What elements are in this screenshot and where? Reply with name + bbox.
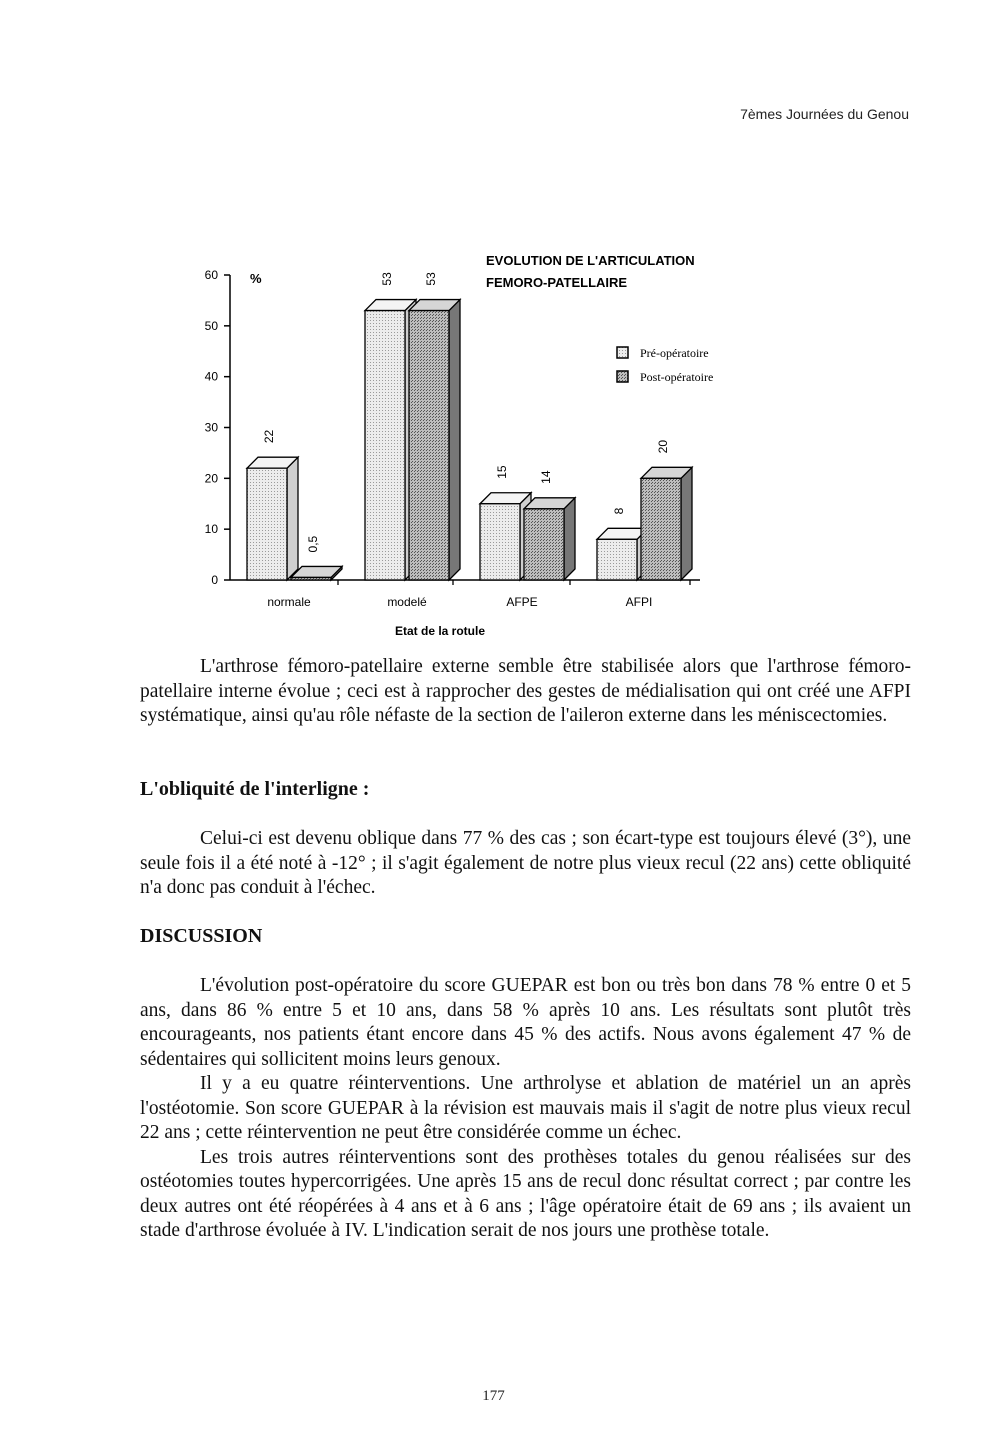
data-label: 53 xyxy=(380,272,394,286)
y-tick-label: 20 xyxy=(204,471,218,486)
legend-swatch xyxy=(617,371,628,382)
y-tick-label: 60 xyxy=(204,268,218,282)
data-label: 14 xyxy=(539,470,553,484)
y-tick-label: 10 xyxy=(204,522,218,537)
bar xyxy=(597,539,637,580)
paragraph-2-text: Celui-ci est devenu oblique dans 77 % des cas ; son écart-type est toujours élevé (3°), une seule fois il a été noté à -12° ; il s'agit également de notre plus vieux recul (22 ans) cette obliquité n'a donc pas conduit à l'échec. xyxy=(140,828,911,898)
data-label: 0,5 xyxy=(306,535,320,553)
running-header: 7èmes Journées du Genou xyxy=(740,106,909,122)
legend-swatch xyxy=(617,347,628,358)
y-tick-label: 50 xyxy=(204,318,218,333)
bar xyxy=(524,509,564,580)
chart-title-line-1: EVOLUTION DE L'ARTICULATION xyxy=(486,253,695,268)
data-label: 8 xyxy=(612,507,626,515)
bar xyxy=(291,577,331,580)
paragraph-arthrose xyxy=(140,655,911,729)
discussion-body xyxy=(140,974,911,1244)
x-tick-label: AFPI xyxy=(625,595,653,609)
x-tick-label: modelé xyxy=(387,595,427,609)
paragraph-1-text: L'arthrose fémoro-patellaire externe semble être stabilisée alors que l'arthrose fémoro-patellaire interne évolue ; ceci est à rapprocher des gestes de médialisation qui ont créé une AFPI systématique, ainsi qu'au rôle néfaste de la section de l'aileron externe dans les méniscectomies. xyxy=(140,656,911,726)
x-axis-title: Etat de la rotule xyxy=(394,624,486,638)
legend-label: Pré-opératoire xyxy=(640,346,709,360)
heading-obliquite: L'obliquité de l'interligne : xyxy=(140,778,370,800)
y-tick-label: 40 xyxy=(204,369,218,384)
bar-side xyxy=(449,300,460,580)
paragraph-obliquite xyxy=(140,827,911,901)
x-tick-label: normale xyxy=(267,595,311,609)
bar-chart xyxy=(190,245,770,645)
bar xyxy=(480,504,520,580)
bar-side xyxy=(564,498,575,580)
bar xyxy=(247,468,287,580)
heading-discussion: DISCUSSION xyxy=(140,925,263,947)
bar xyxy=(365,311,405,580)
page-number: 177 xyxy=(482,1388,505,1404)
y-tick-label: 30 xyxy=(204,420,218,435)
y-tick-label: 0 xyxy=(211,573,218,587)
y-axis-label: % xyxy=(250,271,262,286)
data-label: 53 xyxy=(424,272,438,286)
data-label: 22 xyxy=(262,429,276,444)
paragraph-4-text: Il y a eu quatre réinterventions. Une arthrolyse et ablation de matériel un an après l'ostéotomie. Son score GUEPAR à la révision est mauvais mais il s'agit de notre plus vieux recul 22 ans ; cette réintervention ne peut être considérée comme un échec. xyxy=(140,1073,911,1143)
bar-side xyxy=(681,467,692,580)
chart-title-line-2: FEMORO-PATELLAIRE xyxy=(486,275,628,290)
legend-label: Post-opératoire xyxy=(640,370,714,384)
bar xyxy=(409,311,449,580)
data-label: 20 xyxy=(656,439,670,454)
x-tick-label: AFPE xyxy=(506,595,538,609)
data-label: 15 xyxy=(495,465,509,479)
bar xyxy=(641,478,681,580)
paragraph-5-text: Les trois autres réinterventions sont des prothèses totales du genou réalisées sur des ostéotomies toutes hypercorrigées. Une après 15 ans de recul donc résultat correct ; par contre les deux autres ont été réopérées à 4 ans et à 6 ans ; l'âge opératoire était de 69 ans ; ils avaient un stade d'arthrose évoluée à IV. L'indication serait de nos jours une prothèse totale. xyxy=(140,1146,911,1241)
bar-side xyxy=(287,457,298,580)
paragraph-3-text: L'évolution post-opératoire du score GUEPAR est bon ou très bon dans 78 % entre 0 et 5 ans, dans 86 % entre 5 et 10 ans, dans 58 % après 10 ans. Les résultats sont plutôt très encourageants, nos patients étant encore dans 45 % des actifs. Nous avons également 47 % de sédentaires qui sollicitent moins leurs genoux. xyxy=(140,975,911,1070)
